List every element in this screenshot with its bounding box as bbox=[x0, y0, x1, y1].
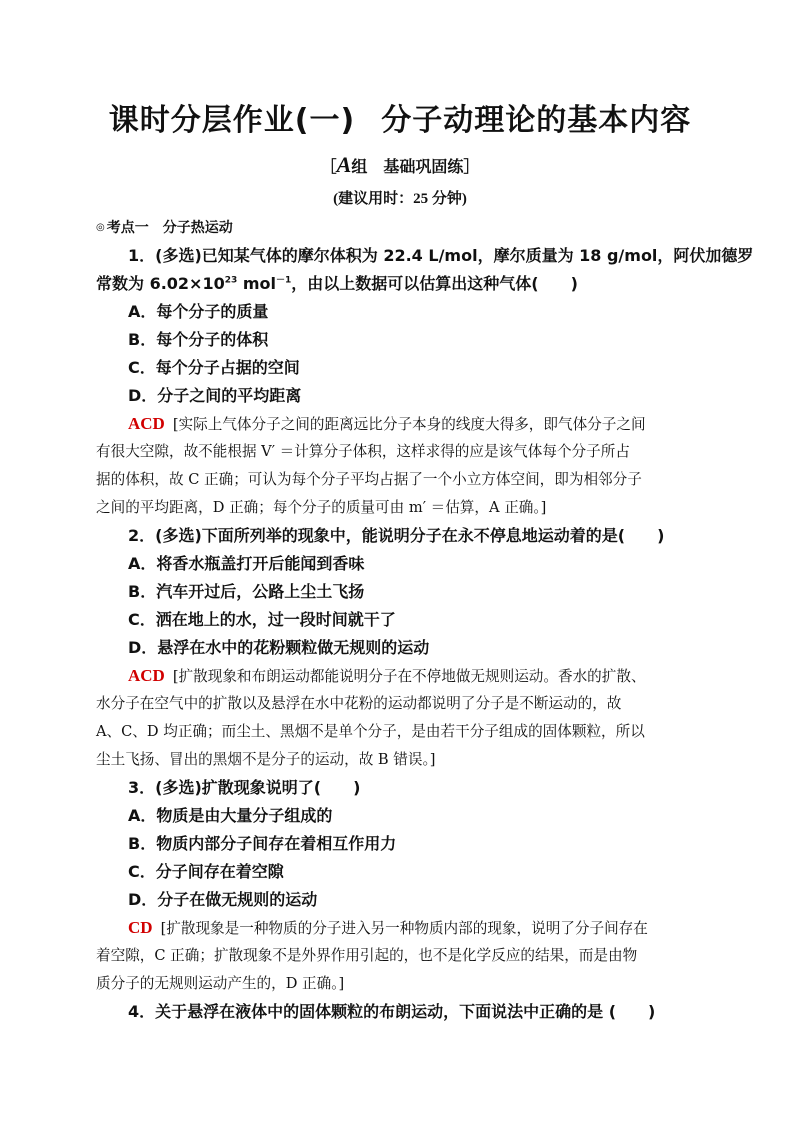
q3-option-c: C．分子间存在着空隙 bbox=[128, 862, 284, 881]
q3-expl-3: 质分子的无规则运动产生的，D 正确。] bbox=[96, 975, 345, 992]
q2-answer: ACD bbox=[128, 666, 165, 685]
q1-stem-line1: 1．(多选)已知某气体的摩尔体积为 22.4 L/mol，摩尔质量为 18 g/mol，阿伏加德罗 bbox=[128, 246, 754, 265]
section-label: 考点一 分子热运动 bbox=[106, 220, 233, 236]
q1-stem2c: ，由以上数据可以估算出这种气体( ) bbox=[291, 274, 578, 293]
q1-answer-line bbox=[96, 410, 708, 438]
q1-expl-4: 之间的平均距离，D 正确；每个分子的质量可由 m′ ＝估算，A 正确。] bbox=[96, 499, 547, 516]
q2-stem: 2．(多选)下面所列举的现象中，能说明分子在永不停息地运动着的是( ) bbox=[128, 526, 665, 545]
group-label: 组 基础巩固练 bbox=[351, 157, 464, 176]
q1-stem2a: 常数为 6.02×10 bbox=[96, 274, 225, 293]
q3-expl-2: 着空隙，C 正确；扩散现象不是外界作用引起的，也不是化学反应的结果，而是由物 bbox=[96, 947, 638, 964]
title-part2: 分子动理论的基本内容 bbox=[381, 103, 692, 138]
q4-stem: 4．关于悬浮在液体中的固体颗粒的布朗运动，下面说法中正确的是 ( ) bbox=[128, 1002, 656, 1021]
q3-answer: CD bbox=[128, 918, 153, 937]
q1-stem2b: mol bbox=[237, 274, 276, 293]
q3-expl-1: [扩散现象是一种物质的分子进入另一种物质内部的现象，说明了分子间存在 bbox=[160, 920, 648, 937]
q1-exp: 23 bbox=[224, 275, 238, 286]
q2-expl-1: [扩散现象和布朗运动都能说明分子在不停地做无规则运动。香水的扩散、 bbox=[172, 668, 646, 685]
q3-stem: 3．(多选)扩散现象说明了( ) bbox=[128, 778, 361, 797]
group-bracket-close: ］ bbox=[463, 157, 480, 176]
q2-expl-2: 水分子在空气中的扩散以及悬浮在水中花粉的运动都说明了分子是不断运动的，故 bbox=[96, 695, 622, 712]
q2-answer-line bbox=[96, 662, 708, 690]
q3-answer-line bbox=[96, 914, 708, 942]
q1-stem-line2 bbox=[96, 270, 708, 298]
q1-exp2: －1 bbox=[275, 275, 292, 286]
time-hint: (建议用时：25 分钟) bbox=[333, 191, 467, 207]
q1-expl-3: 据的体积，故 C 正确；可认为每个分子平均占据了一个小立方体空间，即为相邻分子 bbox=[96, 471, 642, 488]
q2-option-c: C．洒在地上的水，过一段时间就干了 bbox=[128, 610, 396, 629]
target-icon: ◎ bbox=[96, 222, 105, 233]
q2-expl-3: A、C、D 均正确；而尘土、黑烟不是单个分子，是由若干分子组成的固体颗粒，所以 bbox=[96, 723, 645, 740]
q1-option-c: C．每个分子占据的空间 bbox=[128, 358, 300, 377]
q3-option-d: D．分子在做无规则的运动 bbox=[128, 890, 318, 909]
q3-option-b: B．物质内部分子间存在着相互作用力 bbox=[128, 834, 397, 853]
group-bracket-open: ［ bbox=[320, 157, 337, 176]
group-badge: A bbox=[336, 152, 352, 177]
title-part1: 课时分层作业(一) bbox=[108, 103, 356, 138]
q1-option-d: D．分子之间的平均距离 bbox=[128, 386, 302, 405]
q3-option-a: A．物质是由大量分子组成的 bbox=[128, 806, 333, 825]
q1-option-b: B．每个分子的体积 bbox=[128, 330, 269, 349]
page-title bbox=[0, 95, 800, 139]
q2-option-b: B．汽车开过后，公路上尘土飞扬 bbox=[128, 582, 365, 601]
q1-expl-2: 有很大空隙，故不能根据 V′ ＝计算分子体积，这样求得的应是该气体每个分子所占 bbox=[96, 443, 630, 460]
q2-option-a: A．将香水瓶盖打开后能闻到香味 bbox=[128, 554, 365, 573]
section-heading bbox=[96, 214, 708, 242]
q2-expl-4: 尘土飞扬、冒出的黑烟不是分子的运动，故 B 错误。] bbox=[96, 751, 436, 768]
q1-answer: ACD bbox=[128, 414, 165, 433]
q2-option-d: D．悬浮在水中的花粉颗粒做无规则的运动 bbox=[128, 638, 430, 657]
group-heading bbox=[0, 152, 800, 178]
question-list bbox=[96, 214, 754, 1026]
q1-expl-1: [实际上气体分子之间的距离远比分子本身的线度大得多，即气体分子之间 bbox=[172, 416, 646, 433]
q1-option-a: A．每个分子的质量 bbox=[128, 302, 269, 321]
